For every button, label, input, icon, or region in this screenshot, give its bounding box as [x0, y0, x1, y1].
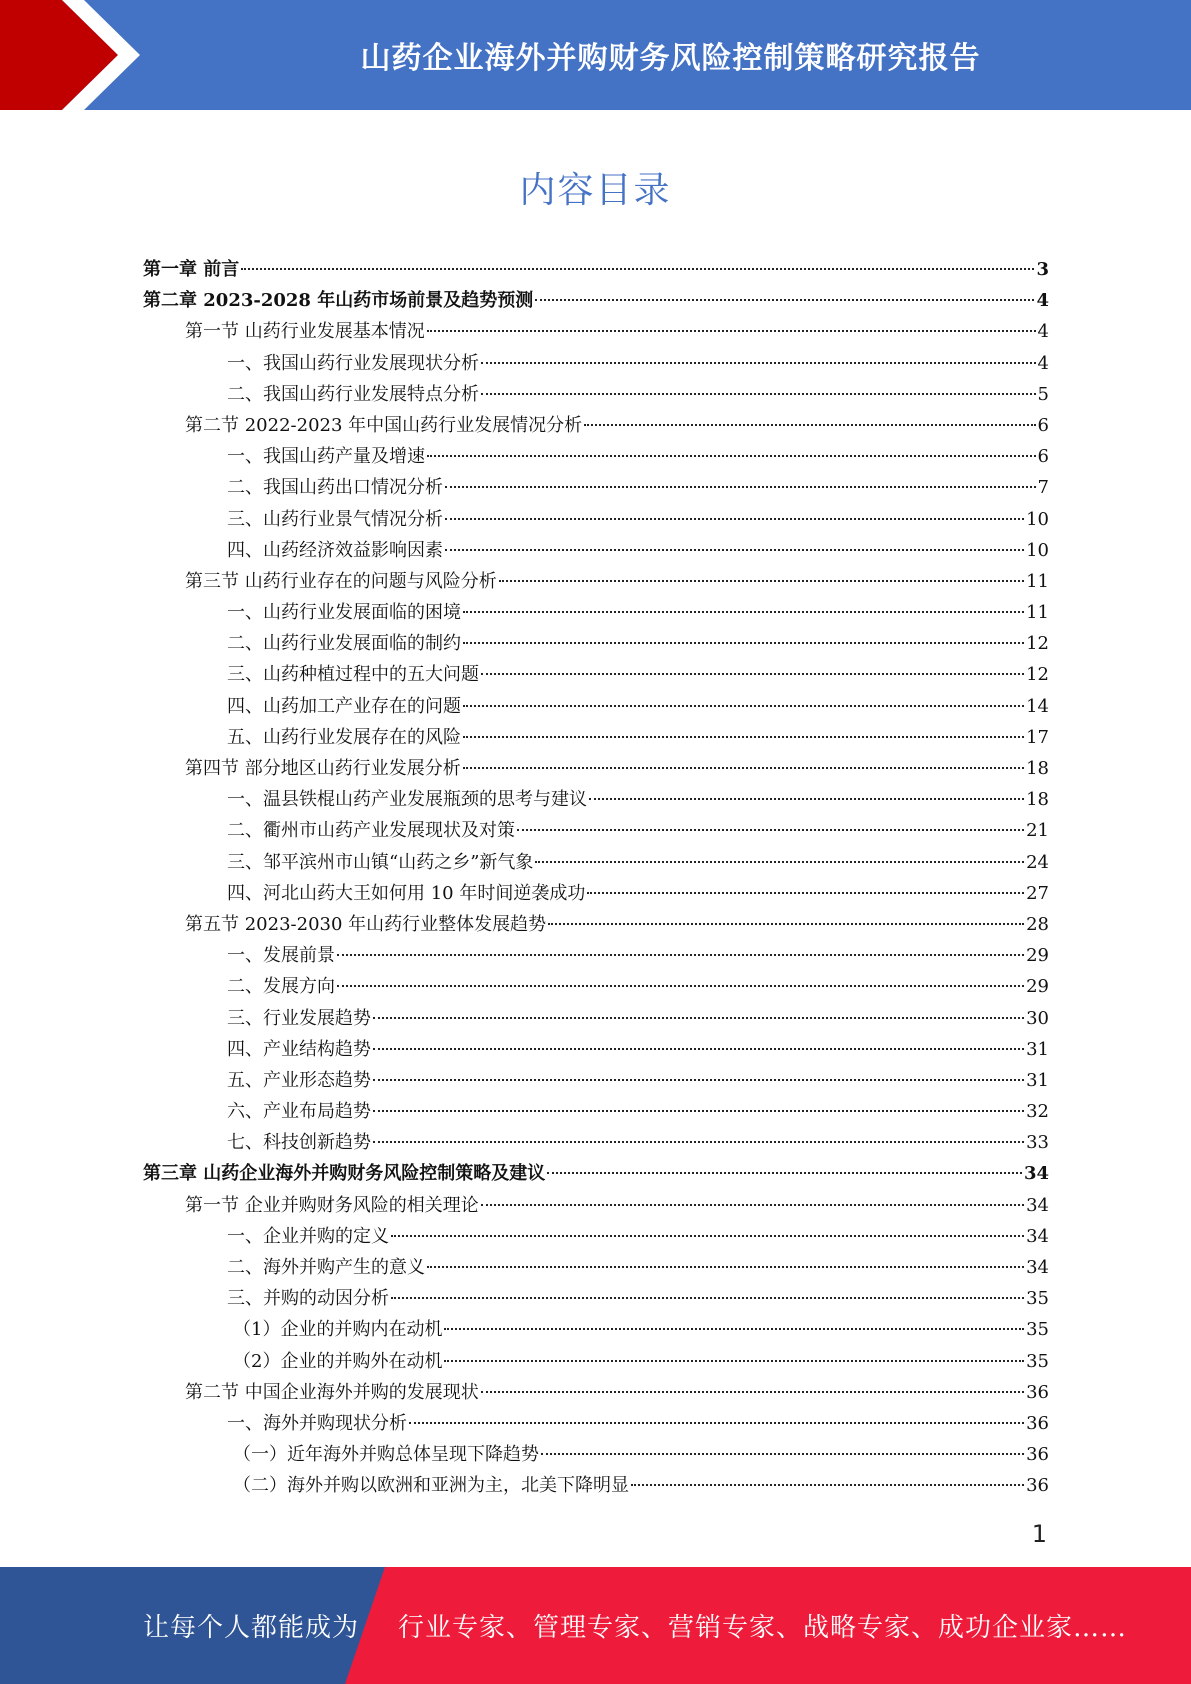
toc-entry-page: 31	[1026, 1069, 1049, 1091]
toc-entry-page: 33	[1026, 1132, 1049, 1154]
toc-entry[interactable]	[143, 722, 1049, 753]
toc-entry-page: 30	[1026, 1007, 1049, 1029]
toc-dot-leader	[535, 299, 1034, 301]
toc-dot-leader	[589, 798, 1024, 800]
toc-entry[interactable]	[143, 597, 1049, 628]
toc-entry-page: 27	[1026, 882, 1049, 904]
toc-entry[interactable]	[143, 628, 1049, 659]
toc-dot-leader	[584, 424, 1035, 426]
toc-entry[interactable]	[143, 1346, 1049, 1377]
toc-dot-leader	[373, 1017, 1024, 1019]
toc-dot-leader	[463, 736, 1024, 738]
toc-entry-label: 第二节 2022-2023 年中国山药行业发展情况分析	[185, 414, 583, 436]
footer-slogan-left: 让每个人都能成为	[143, 1613, 360, 1643]
toc-entry-page: 36	[1026, 1381, 1049, 1403]
toc-entry-label: 二、山药行业发展面临的制约	[227, 633, 461, 655]
toc-entry-page: 10	[1026, 508, 1049, 530]
toc-entry-page: 6	[1037, 446, 1049, 468]
toc-entry-label: 二、我国山药行业发展特点分析	[227, 383, 479, 405]
toc-entry-page: 36	[1026, 1444, 1049, 1466]
toc-entry-label: 六、产业布局趋势	[227, 1101, 371, 1123]
toc-entry-page: 12	[1026, 633, 1049, 655]
toc-entry[interactable]	[143, 285, 1049, 316]
toc-entry-label: 第一章 前言	[143, 259, 240, 280]
toc-entry-page: 18	[1026, 789, 1049, 811]
toc-dot-leader	[481, 1391, 1024, 1393]
toc-entry-label: 第三节 山药行业存在的问题与风险分析	[185, 570, 497, 592]
toc-entry-page: 34	[1026, 1225, 1049, 1247]
toc-dot-leader	[337, 954, 1024, 956]
toc-dot-leader	[337, 985, 1024, 987]
toc-entry[interactable]	[143, 535, 1049, 566]
toc-entry[interactable]	[143, 348, 1049, 379]
toc-entry[interactable]	[143, 1003, 1049, 1034]
toc-entry-label: 五、山药行业发展存在的风险	[227, 726, 461, 748]
toc-entry[interactable]	[143, 659, 1049, 690]
toc-entry-label: 二、衢州市山药产业发展现状及对策	[227, 820, 515, 842]
toc-dot-leader	[463, 642, 1024, 644]
toc-entry-label: 二、发展方向	[227, 976, 335, 998]
toc-entry-label: 一、山药行业发展面临的困境	[227, 602, 461, 624]
toc-entry-label: （2）企业的并购外在动机	[233, 1350, 443, 1372]
toc-entry-label: 五、产业形态趋势	[227, 1069, 371, 1091]
report-title: 山药企业海外并购财务风险控制策略研究报告	[360, 41, 981, 76]
toc-entry-label: （一）近年海外并购总体呈现下降趋势	[233, 1444, 539, 1466]
table-of-contents	[143, 254, 1049, 1502]
toc-entry[interactable]	[143, 504, 1049, 535]
toc-entry[interactable]	[143, 1252, 1049, 1283]
toc-dot-leader	[445, 549, 1024, 551]
toc-entry[interactable]	[143, 1221, 1049, 1252]
toc-entry-label: （1）企业的并购内在动机	[233, 1319, 443, 1341]
toc-dot-leader	[373, 1141, 1024, 1143]
toc-entry-label: 一、海外并购现状分析	[227, 1412, 407, 1434]
toc-entry[interactable]	[143, 1314, 1049, 1345]
toc-entry-label: 第五节 2023-2030 年山药行业整体发展趋势	[185, 913, 547, 935]
toc-entry-page: 4	[1037, 321, 1049, 343]
toc-entry-label: 七、科技创新趋势	[227, 1132, 371, 1154]
toc-dot-leader	[373, 1079, 1024, 1081]
toc-entry-label: 第二章 2023-2028 年山药市场前景及趋势预测	[143, 290, 534, 312]
toc-dot-leader	[444, 1328, 1024, 1330]
toc-dot-leader	[481, 1204, 1024, 1206]
header-band	[0, 0, 1191, 110]
toc-entry-page: 29	[1026, 945, 1049, 967]
toc-entry-label: 第一节 山药行业发展基本情况	[185, 321, 425, 343]
toc-entry-label: 三、邹平滨州市山镇“山药之乡”新气象	[227, 851, 534, 873]
toc-dot-leader	[548, 923, 1024, 925]
toc-entry-page: 29	[1026, 976, 1049, 998]
toc-entry[interactable]	[143, 566, 1049, 597]
toc-entry[interactable]	[143, 971, 1049, 1002]
toc-entry-page: 6	[1037, 414, 1049, 436]
toc-dot-leader	[409, 1422, 1024, 1424]
toc-entry-page: 11	[1026, 602, 1049, 624]
toc-dot-leader	[535, 861, 1024, 863]
toc-entry-page: 32	[1026, 1101, 1049, 1123]
toc-entry[interactable]	[143, 1127, 1049, 1158]
toc-entry[interactable]	[143, 1065, 1049, 1096]
toc-entry-label: 二、我国山药出口情况分析	[227, 477, 443, 499]
toc-entry[interactable]	[143, 472, 1049, 503]
toc-entry[interactable]	[143, 1158, 1049, 1189]
toc-dot-leader	[391, 1235, 1024, 1237]
toc-entry[interactable]	[143, 1377, 1049, 1408]
toc-entry-page: 36	[1026, 1475, 1049, 1497]
toc-entry[interactable]	[143, 254, 1049, 285]
toc-dot-leader	[481, 393, 1036, 395]
toc-entry[interactable]	[143, 1283, 1049, 1314]
toc-entry-label: 一、企业并购的定义	[227, 1225, 389, 1247]
toc-dot-leader	[463, 767, 1024, 769]
toc-entry-label: 三、行业发展趋势	[227, 1007, 371, 1029]
toc-dot-leader	[445, 486, 1036, 488]
toc-entry-page: 21	[1026, 820, 1049, 842]
toc-entry[interactable]	[143, 316, 1049, 347]
toc-entry[interactable]	[143, 847, 1049, 878]
toc-dot-leader	[631, 1484, 1024, 1486]
toc-entry-page: 10	[1026, 539, 1049, 561]
toc-heading: 内容目录	[519, 170, 672, 211]
toc-dot-leader	[587, 892, 1024, 894]
toc-dot-leader	[445, 518, 1024, 520]
toc-entry[interactable]	[143, 815, 1049, 846]
toc-entry[interactable]	[143, 1408, 1049, 1439]
toc-entry[interactable]	[143, 1190, 1049, 1221]
toc-dot-leader	[541, 1453, 1024, 1455]
toc-dot-leader	[241, 268, 1034, 270]
toc-entry-label: 四、产业结构趋势	[227, 1038, 371, 1060]
toc-entry-page: 3	[1036, 259, 1049, 280]
toc-entry-page: 14	[1026, 695, 1049, 717]
toc-entry-label: （二）海外并购以欧洲和亚洲为主，北美下降明显	[233, 1475, 629, 1497]
footer-slogan-right: 行业专家、管理专家、营销专家、战略专家、成功企业家……	[398, 1613, 1128, 1643]
toc-entry[interactable]	[143, 784, 1049, 815]
toc-entry[interactable]	[143, 379, 1049, 410]
toc-entry-page: 5	[1037, 383, 1049, 405]
toc-dot-leader	[517, 829, 1024, 831]
toc-entry-label: 第一节 企业并购财务风险的相关理论	[185, 1194, 479, 1216]
toc-entry-page: 18	[1026, 758, 1049, 779]
toc-entry-page: 17	[1026, 726, 1049, 748]
toc-entry-label: 一、发展前景	[227, 945, 335, 967]
toc-entry-label: 第四节 部分地区山药行业发展分析	[185, 758, 461, 779]
toc-entry[interactable]	[143, 753, 1049, 784]
toc-entry-page: 31	[1026, 1038, 1049, 1060]
toc-entry-label: 第三章 山药企业海外并购财务风险控制策略及建议	[143, 1163, 546, 1185]
toc-entry-page: 24	[1026, 851, 1049, 873]
toc-entry-label: 二、海外并购产生的意义	[227, 1257, 425, 1278]
toc-entry-label: 一、我国山药行业发展现状分析	[227, 352, 479, 374]
toc-entry-page: 36	[1026, 1412, 1049, 1434]
toc-dot-leader	[391, 1297, 1024, 1299]
toc-entry-page: 35	[1026, 1288, 1049, 1310]
toc-entry-page: 34	[1026, 1257, 1049, 1278]
toc-entry-label: 三、山药行业景气情况分析	[227, 508, 443, 530]
toc-entry[interactable]	[143, 1096, 1049, 1127]
toc-entry[interactable]	[143, 1470, 1049, 1501]
toc-entry-page: 35	[1026, 1319, 1049, 1341]
toc-dot-leader	[373, 1048, 1024, 1050]
toc-entry[interactable]	[143, 441, 1049, 472]
toc-entry[interactable]	[143, 940, 1049, 971]
footer-band	[0, 1567, 1191, 1684]
toc-entry-label: 一、温县铁棍山药产业发展瓶颈的思考与建议	[227, 789, 587, 811]
toc-entry-label: 四、山药经济效益影响因素	[227, 539, 443, 561]
toc-dot-leader	[427, 455, 1036, 457]
toc-entry-page: 4	[1036, 290, 1049, 312]
page-number: 1	[1031, 1520, 1047, 1548]
toc-entry-page: 34	[1026, 1194, 1049, 1216]
toc-entry-label: 三、山药种植过程中的五大问题	[227, 664, 479, 686]
toc-entry-page: 11	[1026, 570, 1049, 592]
toc-entry-page: 28	[1026, 913, 1049, 935]
toc-entry[interactable]	[143, 1034, 1049, 1065]
toc-dot-leader	[481, 673, 1024, 675]
toc-entry-label: 四、山药加工产业存在的问题	[227, 695, 461, 717]
toc-dot-leader	[499, 580, 1024, 582]
toc-entry[interactable]	[143, 878, 1049, 909]
toc-entry-page: 12	[1026, 664, 1049, 686]
toc-dot-leader	[373, 1110, 1024, 1112]
toc-dot-leader	[427, 330, 1036, 332]
toc-entry-label: 第二节 中国企业海外并购的发展现状	[185, 1381, 479, 1403]
toc-entry-page: 7	[1037, 477, 1049, 499]
toc-entry-label: 三、并购的动因分析	[227, 1288, 389, 1310]
toc-dot-leader	[463, 611, 1024, 613]
toc-entry-label: 四、河北山药大王如何用 10 年时间逆袭成功	[227, 882, 586, 904]
toc-entry-page: 34	[1023, 1163, 1049, 1185]
toc-dot-leader	[427, 1266, 1024, 1268]
toc-dot-leader	[547, 1172, 1022, 1174]
toc-entry-page: 35	[1026, 1350, 1049, 1372]
toc-dot-leader	[444, 1360, 1024, 1362]
toc-entry-page: 4	[1037, 352, 1049, 374]
toc-entry-label: 一、我国山药产量及增速	[227, 446, 425, 468]
toc-dot-leader	[481, 362, 1036, 364]
toc-entry[interactable]	[143, 410, 1049, 441]
toc-dot-leader	[463, 705, 1024, 707]
toc-entry[interactable]	[143, 909, 1049, 940]
toc-entry[interactable]	[143, 691, 1049, 722]
toc-entry[interactable]	[143, 1439, 1049, 1470]
